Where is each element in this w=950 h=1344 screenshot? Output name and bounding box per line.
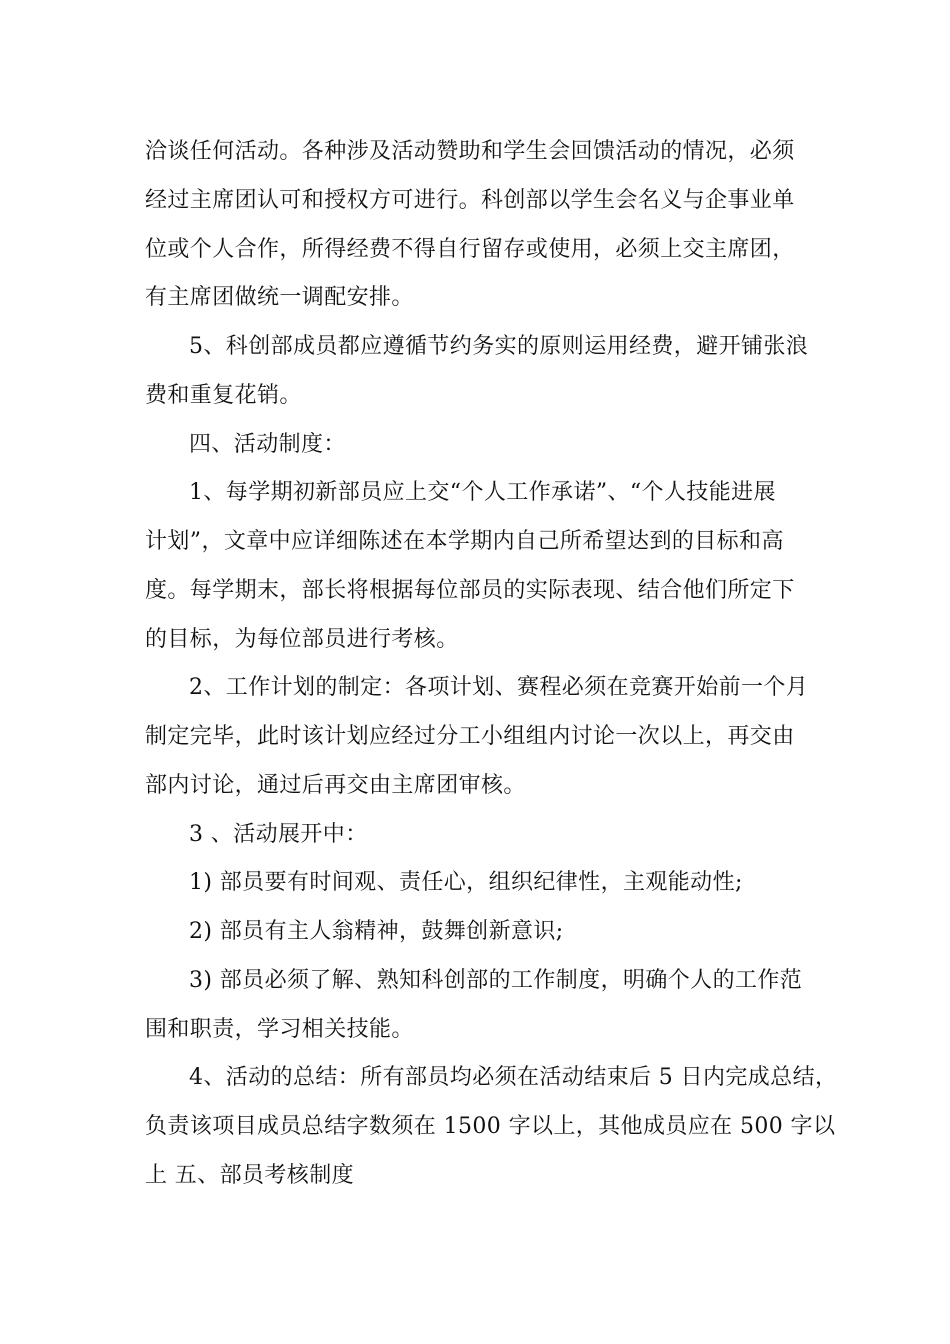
text-line: 1) 部员要有时间观、责任心，组织纪律性，主观能动性; bbox=[189, 870, 743, 896]
text-line: 围和职责，学习相关技能。 bbox=[145, 1016, 414, 1042]
text-line: 费和重复花销。 bbox=[145, 382, 302, 408]
text-line: 位或个人合作，所得经费不得自行留存或使用，必须上交主席团， bbox=[145, 236, 795, 262]
text-line: 2) 部员有主人翁精神，鼓舞创新意识; bbox=[189, 919, 564, 944]
text-line: 有主席团做统一调配安排。 bbox=[145, 285, 414, 311]
text-line: 四、活动制度： bbox=[189, 431, 346, 457]
text-line: 3 、活动展开中： bbox=[189, 821, 368, 847]
document-body bbox=[145, 128, 838, 1201]
text-line: 2、工作计划的制定：各项计划、赛程必须在竞赛开始前一个月 bbox=[189, 675, 809, 701]
text-line: 的目标，为每位部员进行考核。 bbox=[145, 626, 459, 652]
text-line: 经过主席团认可和授权方可进行。科创部以学生会名义与企事业单 bbox=[145, 187, 795, 213]
text-line: 洽谈任何活动。各种涉及活动赞助和学生会回馈活动的情况，必须 bbox=[145, 139, 795, 164]
text-line: 5、科创部成员都应遵循节约务实的原则运用经费，避开铺张浪 bbox=[189, 334, 809, 359]
text-line: 负责该项目成员总结字数须在 1500 字以上，其他成员应在 500 字以 bbox=[145, 1114, 836, 1139]
text-line: 4、活动的总结：所有部员均必须在活动结束后 5 日内完成总结， bbox=[189, 1065, 838, 1091]
text-line: 1、每学期初新部员应上交“个人工作承诺”、“个人技能进展 bbox=[189, 480, 776, 506]
text-line: 上 五、部员考核制度 bbox=[145, 1162, 354, 1188]
text-line: 3) 部员必须了解、熟知科创部的工作制度，明确个人的工作范 bbox=[189, 967, 803, 993]
text-line: 度。每学期末，部长将根据每位部员的实际表现、结合他们所定下 bbox=[145, 577, 795, 603]
text-line: 制定完毕，此时该计划应经过分工小组组内讨论一次以上，再交由 bbox=[145, 724, 795, 749]
text-line: 部内讨论，通过后再交由主席团审核。 bbox=[145, 772, 526, 798]
text-line: 计划”，文章中应详细陈述在本学期内自己所希望达到的目标和高 bbox=[145, 529, 784, 554]
